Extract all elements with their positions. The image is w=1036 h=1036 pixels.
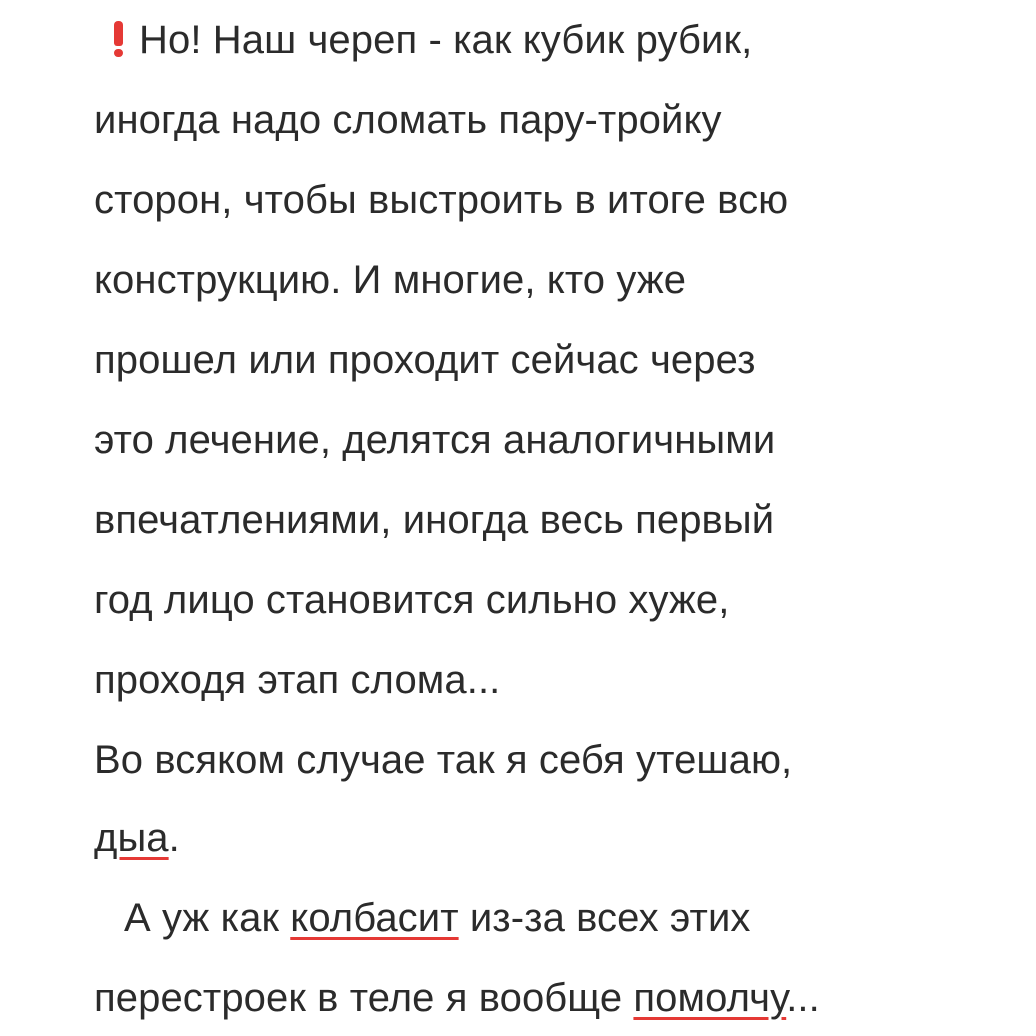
paragraph-3-line-1	[124, 894, 751, 942]
paragraph-3-line-2	[94, 974, 820, 1022]
paragraph-1-line-6: это лечение, делятся аналогичными	[94, 418, 776, 462]
paragraph-1-line-9: проходя этап слома...	[94, 658, 501, 702]
paragraph-3-line-2-start: перестроек в теле я вообще	[94, 976, 634, 1020]
paragraph-3-line-1-end: из-за всех этих	[458, 896, 751, 940]
paragraph-1-line-2: иногда надо сломать пару-тройку	[94, 98, 722, 142]
paragraph-3-line-1-start: А уж как	[124, 896, 291, 940]
spellcheck-underlined-word: дыа	[94, 816, 169, 860]
paragraph-2-line-2	[94, 814, 180, 862]
paragraph-1-line-1	[114, 16, 752, 64]
paragraph-1-line-3: сторон, чтобы выстроить в итоге всю	[94, 178, 789, 222]
paragraph-1-line-4: конструкцию. И многие, кто уже	[94, 258, 687, 302]
paragraph-2-line-2-punct: .	[168, 816, 180, 860]
paragraph-1-line-5: прошел или проходит сейчас через	[94, 338, 756, 382]
paragraph-1-line-1-text: Но! Наш череп - как кубик рубик,	[139, 18, 753, 62]
paragraph-1-line-8: год лицо становится сильно хуже,	[94, 578, 730, 622]
spellcheck-underlined-word: помолчу	[633, 976, 787, 1020]
paragraph-1-line-7: впечатлениями, иногда весь первый	[94, 498, 775, 542]
paragraph-3-line-2-end: ...	[786, 976, 820, 1020]
exclamation-mark-icon	[114, 21, 123, 57]
spellcheck-underlined-word: колбасит	[290, 896, 459, 940]
paragraph-2-line-1: Во всяком случае так я себя утешаю,	[94, 738, 793, 782]
